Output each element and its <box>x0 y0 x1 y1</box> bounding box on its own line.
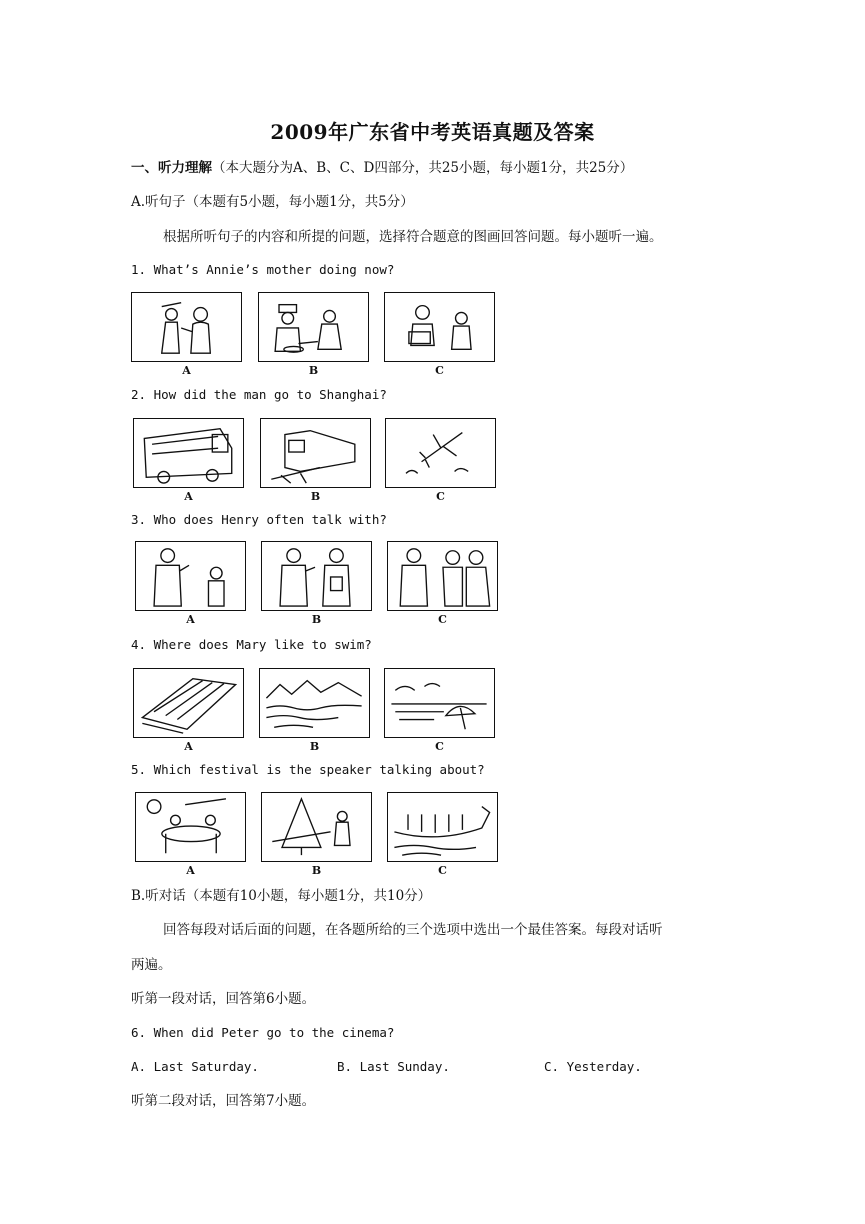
part-a-instruction: 根据所听句子的内容和所提的问题，选择符合题意的图画回答问题。每小题听一遍。 <box>163 229 663 245</box>
option-label: C <box>436 490 445 503</box>
ironing-clothes-illustration <box>131 292 242 362</box>
section-heading-label: 一、听力理解 <box>131 160 212 176</box>
question-6-option-a[interactable]: A. Last Saturday. <box>131 1059 259 1074</box>
option-label: A <box>184 740 193 753</box>
dialog-1-instruction: 听第一段对话，回答第6小题。 <box>131 991 316 1007</box>
reading-book-illustration <box>384 292 495 362</box>
question-5: 5. Which festival is the speaker talking about? <box>131 762 485 777</box>
option-label: A <box>182 364 191 377</box>
option-label: A <box>184 490 193 503</box>
page-title: 2009年广东省中考英语真题及答案 <box>270 120 595 144</box>
train-illustration <box>260 418 371 488</box>
option-label: C <box>435 364 444 377</box>
option-label: A <box>186 613 195 626</box>
question-2: 2. How did the man go to Shanghai? <box>131 387 387 402</box>
option-label: B <box>311 864 322 877</box>
part-b-instruction-line2: 两遍。 <box>131 957 172 973</box>
part-a-heading: A.听句子（本题有5小题，每小题1分，共5分） <box>131 194 414 210</box>
question-6-option-c[interactable]: C. Yesterday. <box>544 1059 642 1074</box>
swimming-pool-illustration <box>133 668 244 738</box>
option-label: B <box>310 490 321 503</box>
option-label: B <box>311 613 322 626</box>
option-label: C <box>438 864 447 877</box>
bus-illustration <box>133 418 244 488</box>
option-label: C <box>438 613 447 626</box>
river-mountains-illustration <box>259 668 370 738</box>
part-b-heading: B.听对话（本题有10小题，每小题1分，共10分） <box>131 888 432 904</box>
dragon-boat-illustration <box>387 792 498 862</box>
option-label: B <box>309 740 320 753</box>
option-label: C <box>435 740 444 753</box>
two-men-illustration <box>261 541 372 611</box>
question-6: 6. When did Peter go to the cinema? <box>131 1025 395 1040</box>
question-1: 1. What’s Annie’s mother doing now? <box>131 262 395 277</box>
christmas-tree-illustration <box>261 792 372 862</box>
part-b-instruction-line1: 回答每段对话后面的问题，在各题所给的三个选项中选出一个最佳答案。每段对话听 <box>163 922 663 938</box>
man-and-elderly-couple-illustration <box>387 541 498 611</box>
airplane-illustration <box>385 418 496 488</box>
moon-family-dinner-illustration <box>135 792 246 862</box>
dialog-2-instruction: 听第二段对话，回答第7小题。 <box>131 1093 316 1109</box>
beach-umbrella-illustration <box>384 668 495 738</box>
section-heading <box>131 158 633 178</box>
question-6-option-b[interactable]: B. Last Sunday. <box>337 1059 450 1074</box>
question-4: 4. Where does Mary like to swim? <box>131 637 372 652</box>
option-label: A <box>186 864 195 877</box>
man-and-boy-illustration <box>135 541 246 611</box>
section-heading-desc: （本大题分为A、B、C、D四部分，共25小题，每小题1分，共25分） <box>212 160 634 176</box>
cooking-illustration <box>258 292 369 362</box>
option-label: B <box>308 364 319 377</box>
question-3: 3. Who does Henry often talk with? <box>131 512 387 527</box>
